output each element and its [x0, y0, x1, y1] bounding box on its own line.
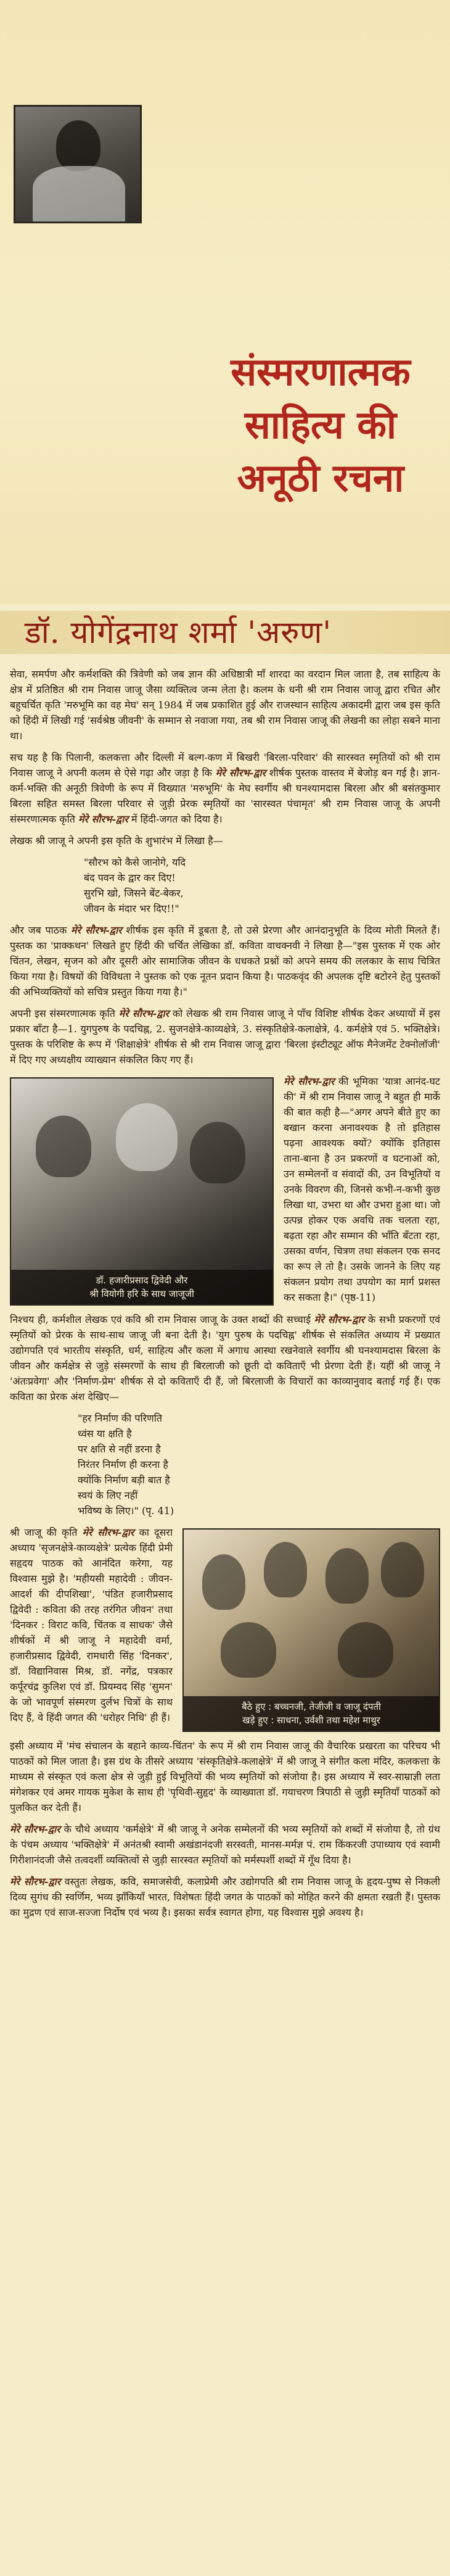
- book-title-emphasis: मेरे सौरभ-द्वार: [314, 1314, 365, 1325]
- caption-line: डॉ. हजारीप्रसाद द्विवेदी और: [96, 1275, 188, 1286]
- title-line: अनूठी रचना: [237, 455, 404, 500]
- book-title-emphasis: मेरे सौरभ-द्वार: [78, 813, 128, 825]
- author-name: डॉ. योगेंद्रनाथ शर्मा 'अरुण': [25, 615, 332, 650]
- caption-line: खड़े हुए : साधना, उर्वशी तथा महेश माथुर: [242, 1715, 380, 1726]
- paragraph: अपनी इस संस्मरणात्मक कृति मेरे सौरभ-द्वार को लेखक श्री राम निवास जाजू ने पाँच विशिष्ट शीर्षक देकर अध्यायों में इस प्रकार बाँटा है—1. युगपुरुष के पदचिह्न, 2. सुजनक्षेत्रे-काव्यक्षेत्रे, 3. संस्कृतिक्षेत्रे-कलाक्षेत्रे, 4. कर्मक्षेत्रे एवं 5. भक्तिक्षेत्रे। पुस्तक के परिशिष्ट के रूप में 'शिक्षाक्षेत्रे' शीर्षक से श्री राम निवास जाजू द्वारा 'बिरला इंस्टीट्यूट ऑफ मैनेजमेंट टेक्नोलॉजी' में दिए गए अध्यक्षीय व्याख्यान संकलित किए गए हैं।: [10, 1008, 440, 1066]
- photo-figure: [182, 1528, 440, 1732]
- title-line: साहित्य की: [244, 402, 397, 447]
- title-line: संस्मरणात्मक: [231, 349, 411, 394]
- poem-quote: "सौरभ को कैसे जानोगे, यदि बंद पवन के द्वार कर दिए! सुरभि खो, जिसने बेंट-बेकर, जीवन के मंदार भर दिए!!": [84, 856, 186, 914]
- photo-caption: [11, 1270, 272, 1304]
- header-area: [0, 0, 450, 605]
- author-portrait-image: [14, 105, 142, 223]
- caption-line: श्री वियोगी हरि के साथ जाजूजी: [89, 1288, 194, 1299]
- paragraph: इसी अध्याय में 'मंच संचालन के बहाने काव्य-चिंतन' के रूप में श्री राम निवास जाजू की वैचारिक प्रखरता का परिचय भी पाठकों को मिल जाता है। इस ग्रंथ के तीसरे अध्याय 'संस्कृतिक्षेत्रे-कलाक्षेत्रे' में श्री जाजू ने संगीत कला मंदिर, कलकत्ता के माध्यम से संस्कृत एवं कला क्षेत्र से जुड़ी हुई विभूतियों की भव्य स्मृतियों को संजोया है। इस अध्याय में स्वर-साम्राज्ञी लता मंगेशकर एवं अमर गायक मुकेश के साथ ही 'पृथिवी-सुहृद' के व्याख्याता डॉ. गयाचरण त्रिपाठी से जुड़ी स्मृतियाँ पाठकों को पुलकित कर देती हैं।: [10, 1740, 440, 1813]
- book-title-emphasis: मेरे सौरभ-द्वार: [10, 1823, 60, 1835]
- photo-bachchan-family: [182, 1528, 440, 1732]
- book-title-emphasis: मेरे सौरभ-द्वार: [215, 767, 266, 779]
- photo-figure: [10, 1077, 274, 1306]
- caption-line: बैठे हुए : बच्चनजी, तेजीजी व जाजू दंपती: [242, 1701, 381, 1712]
- book-title-emphasis: मेरे सौरभ-द्वार: [118, 1008, 170, 1019]
- photo-dwivedi-viyogi-jajoo: [10, 1077, 274, 1306]
- book-title-emphasis: मेरे सौरभ-द्वार: [82, 1526, 134, 1538]
- paragraph: लेखक श्री जाजू ने अपनी इस कृति के शुभारंभ में लिखा है—: [10, 835, 223, 847]
- paragraph: सच यह है कि पिलानी, कलकत्ता और दिल्ली में बल्ग-कण में बिखरी 'बिरला-परिवार' की सारस्वत स्मृतियों को श्री राम निवास जाजू ने अपनी कलम से ऐसे गढ़ा और जड़ा है कि मेरे सौरभ-द्वार शीर्षक पुस्तक वास्तव में बेजोड़ बन गई है। ज्ञान-कर्म-भक्ति की अनूठी त्रिवेणी के रूप में विख्यात 'मरुभूमि' के मेघ स्वर्गीय श्री घनश्यामदास बिरला और श्री बसंतकुमार बिरला सहित समस्त बिरला परिवार से जुड़ी प्रेरक स्मृतियों का 'सारस्वत पंचामृत' श्री राम निवास जाजू के अपनी संस्मरणात्मक कृति मेरे सौरभ-द्वार में हिंदी-जगत को दिया है।: [10, 752, 440, 825]
- paragraph: और जब पाठक मेरे सौरभ-द्वार शीर्षक इस कृति में डूबता है, तो उसे प्रेरणा और आनंदानुभूति के दिव्य मोती मिलते हैं। पुस्तक का 'प्राक्कथन' लिखते हुए हिंदी की चर्चित लेखिका डॉ. कविता वाचक्नवी ने लिखा है—"इस पुस्तक में एक ओर चिंतन, लेखन, सृजन को और दूसरी ओर सामाजिक जीवन के धधकते प्रश्नों को अपने समय की ललकार के साथ चित्रित किया गया है। विषयों की विविधता ने पुस्तक को एक नूतन प्रदान किया है। पाठकवृंद की अपलक दृष्टि बटोरने हेतु पुस्तकों की अभिव्यक्तियों को सचित्र प्रस्तुत किया गया है।": [10, 924, 440, 998]
- paragraph: मेरे सौरभ-द्वार के चौथे अध्याय 'कर्मक्षेत्रे' में श्री जाजू ने अनेक सम्मेलनों की भव्य स्मृतियों को शब्दों में संजोया है, तो ग्रंथ के पंचम अध्याय 'भक्तिक्षेत्रे' में अनंतश्री स्वामी अखंडानंदजी सरस्वती, मानस-मर्मज्ञ पं. राम किंकरजी उपाध्याय एवं स्वामी गिरीशानंदजी जैसे तत्वदर्शी व्यक्तित्वों से जुड़ी सारस्वत स्मृतियों को मर्मस्पर्शी शब्दों में गूँथ दिया है।: [10, 1823, 440, 1866]
- paragraph: मेरे सौरभ-द्वार वस्तुतः लेखक, कवि, समाजसेवी, कलाप्रेमी और उद्योगपति श्री राम निवास जाजू के हृदय-पुष्प से निकली दिव्य सुगंध की स्वर्णिम, भव्य झाँकियाँ भारत, विशेषतः हिंदी जगत के पाठकों को मोहित करने की क्षमता रखती हैं। पुस्तक का मुद्रण एवं साज-सज्जा निर्दोष एवं भव्य है। इसका सर्वत्र स्वागत होगा, यह विश्वास मुझे अवश्य है।: [10, 1876, 441, 1918]
- poem-quote: "हर निर्माण की परिणति ध्वंस या क्षति है पर क्षति से नहीं डरना है निरंतर निर्माण ही करना है क्योंकि निर्माण बड़ी बात है स्वयं के लिए नहीं भविष्य के लिए।" (पृ. 41): [78, 1412, 174, 1517]
- book-title-emphasis: मेरे सौरभ-द्वार: [284, 1075, 335, 1087]
- book-title-emphasis: मेरे सौरभ-द्वार: [71, 924, 122, 936]
- photo-caption: [184, 1696, 439, 1731]
- article-body: [10, 666, 440, 1926]
- paragraph: सेवा, समर्पण और कर्मशक्ति की त्रिवेणी को जब ज्ञान की अधिष्ठात्री माँ शारदा का वरदान मिल जाता है, तब साहित्य के क्षेत्र में प्रतिष्ठित श्री राम निवास जाजू जैसा व्यक्तित्व जन्म लेता है। कलम के धनी श्री राम निवास जाजू द्वारा रचित और बहुचर्चित कृति 'मरुभूमि का वह मेघ' सन् 1984 में जब प्रकाशित हुई और राजस्थान साहित्य अकादमी द्वारा जब इस कृति को हिंदी में लिखी गई 'सर्वश्रेष्ठ जीवनी' के सम्मान से नवाजा गया, तब श्री राम निवास जाजू की लेखनी का लोहा सबने माना था।: [10, 668, 440, 742]
- paragraph: श्री जाजू की कृति मेरे सौरभ-द्वार का दूसरा अध्याय 'सृजनक्षेत्रे-काव्यक्षेत्रे' प्रत्येक हिंदी प्रेमी सहृदय पाठक को आनंदित करेगा, यह विश्वास मुझे है। 'महीयसी महादेवी : जीवन-आदर्श की दीपशिखा', 'पंडित हजारीप्रसाद द्विवेदी : कविता की तरह तरंगित जीवन' तथा 'दिनकर : विराट कवि, चिंतक व साधक' जैसे शीर्षकों में श्री जाजू ने महादेवी वर्मा, हजारीप्रसाद द्विवेदी, रामधारी सिंह 'दिनकर', डॉ. विद्यानिवास मिश्र, डॉ. नगेंद्र, पत्रकार कर्पूरचंद्र कुलिश एवं डॉ. प्रियम्वद सिंह 'सुमन' के जो भावपूर्ण संस्मरण दुर्लभ चित्रों के साथ दिए हैं, वे हिंदी जगत की 'धरोहर निधि' ही हैं।: [10, 1526, 173, 1723]
- book-title-emphasis: मेरे सौरभ-द्वार: [10, 1876, 61, 1887]
- paragraph: मेरे सौरभ-द्वार की भूमिका 'यात्रा आनंद-घट की' में श्री राम निवास जाजू ने बहुत ही मार्के की बात कही है—"अगर अपने बीते हुए का बखान करना अनावश्यक है तो इतिहास पढ़ना आवश्यक क्यों? क्योंकि इतिहास ताना-बाना है उन प्रकरणों व घटनाओं को, उन सम्मेलनों व संवादों की, उन विभूतियों व उनके विवरण की, जिनसे कभी-न-कभी कुछ लिखा था, उभरा था और उभरा हुआ था। जो उत्पन्न होकर एक अवधि तक चलता रहा, बढ़ता रहा और सम्मान की भाँति बँटता रहा, उसका वर्णन, चित्रण तथा संकलन एक सनद का रूप ले तो है। उसके जानने के लिए यह संकलन प्रयोग तथा उपयोग का मार्ग प्रशस्त कर सकता है।" (पृष्ठ-11): [284, 1075, 440, 1303]
- article-title: [216, 346, 425, 505]
- paragraph: निश्चय ही, कर्मशील लेखक एवं कवि श्री राम निवास जाजू के उक्त शब्दों की सच्चाई मेरे सौरभ-द्वार के सभी प्रकरणों एवं स्मृतियों को प्रेरक के साथ-साथ जाजू जी बना देती है। 'युग पुरुष के पदचिह्न' शीर्षक से संकलित अध्याय में प्रख्यात उद्योगपति एवं भारतीय संस्कृति, धर्म, साहित्य और कला में अगाध आस्था रखनेवाले स्वर्गीय श्री घनश्यामदास बिरला के जीवन और कर्मक्षेत्र से जुड़े संस्मरणों के साथ ही बिरलाजी को छूती दो कविताएँ भी प्रेरणा देती हैं। यहीं श्री जाजू ने 'अंतःप्रवेगा' और 'निर्माण-प्रेम' शीर्षक से दो कविताएँ दी हैं, जो बिरलाजी के विचारों का काव्यानुवाद बताई गई हैं। एक कविता का प्रेरक अंश देखिए—: [10, 1314, 441, 1402]
